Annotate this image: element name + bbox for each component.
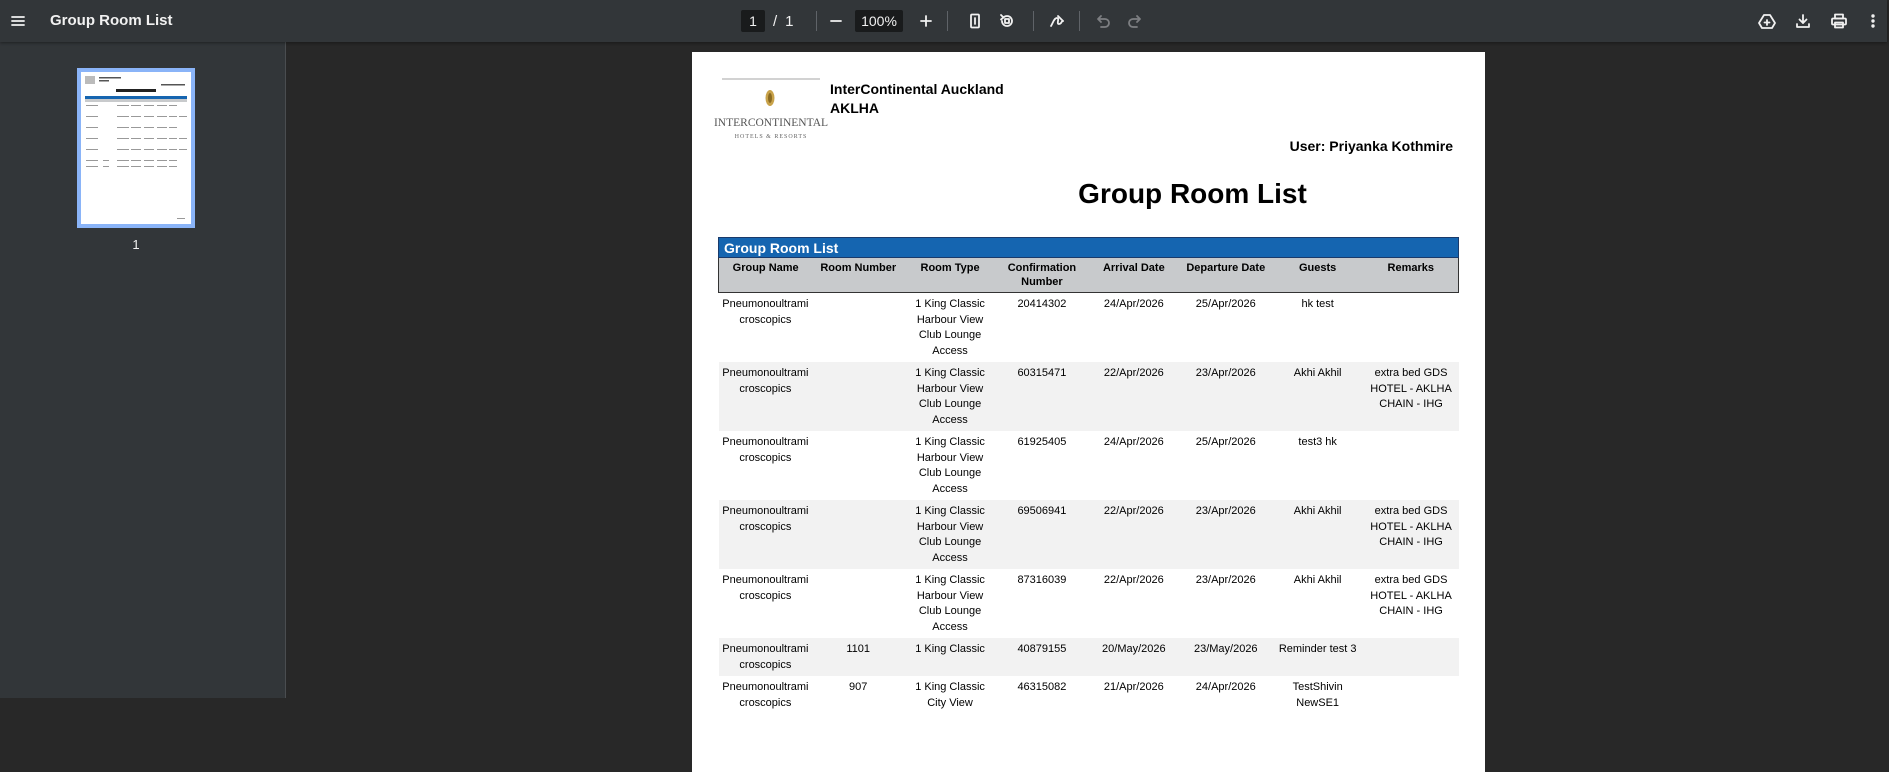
- room-number-cell: [812, 569, 904, 638]
- remarks-cell: [1364, 431, 1459, 500]
- pdf-toolbar: [0, 0, 1887, 42]
- room-type-cell: 1 King Classic Harbour View Club Lounge Access: [904, 362, 996, 431]
- pdf-page: [692, 52, 1485, 772]
- table-row: [719, 569, 1459, 638]
- departure-date-cell: 23/Apr/2026: [1180, 500, 1272, 569]
- room-number-cell: [812, 362, 904, 431]
- guests-cell: Akhi Akhil: [1272, 569, 1364, 638]
- table-row: [719, 362, 1459, 431]
- toolbar-divider: [1079, 11, 1080, 31]
- confirmation-cell: 60315471: [996, 362, 1088, 431]
- logo-tagline: HOTELS & RESORTS: [734, 134, 808, 140]
- more-options-icon[interactable]: [1857, 5, 1889, 37]
- rotate-icon[interactable]: [991, 5, 1023, 37]
- group-name-cell: Pneumonoultramicroscopics: [719, 638, 813, 676]
- confirmation-cell: 20414302: [996, 293, 1088, 363]
- group-room-table: [718, 237, 1459, 714]
- table-row: [719, 638, 1459, 676]
- confirmation-cell: 40879155: [996, 638, 1088, 676]
- group-name-cell: Pneumonoultramicroscopics: [719, 431, 813, 500]
- table-row: [719, 293, 1459, 363]
- download-icon[interactable]: [1787, 5, 1819, 37]
- arrival-date-cell: 24/Apr/2026: [1088, 431, 1180, 500]
- menu-icon[interactable]: [2, 5, 34, 37]
- thumbnail-page-number: 1: [132, 237, 140, 252]
- hotel-name: InterContinental Auckland: [830, 81, 1004, 97]
- toolbar-divider: [816, 11, 817, 31]
- column-header: Group Name: [719, 258, 813, 293]
- guests-cell: Reminder test 3: [1272, 638, 1364, 676]
- remarks-cell: [1364, 676, 1459, 714]
- table-row: [719, 431, 1459, 500]
- guests-cell: hk test: [1272, 293, 1364, 363]
- column-header: Remarks: [1364, 258, 1459, 293]
- page-number-input[interactable]: 1: [741, 10, 765, 32]
- room-type-cell: 1 King Classic City View: [904, 676, 996, 714]
- column-header: Room Number: [812, 258, 904, 293]
- room-number-cell: [812, 431, 904, 500]
- room-type-cell: 1 King Classic: [904, 638, 996, 676]
- zoom-in-icon[interactable]: [910, 5, 942, 37]
- page-thumbnail[interactable]: [77, 68, 195, 228]
- thumbnail-sidebar: [0, 42, 286, 698]
- room-number-cell: 1101: [812, 638, 904, 676]
- arrival-date-cell: 22/Apr/2026: [1088, 500, 1180, 569]
- column-header: Confirmation Number: [996, 258, 1088, 293]
- room-type-cell: 1 King Classic Harbour View Club Lounge Access: [904, 431, 996, 500]
- report-title: Group Room List: [1078, 178, 1307, 209]
- redo-icon[interactable]: [1119, 5, 1151, 37]
- room-type-cell: 1 King Classic Harbour View Club Lounge Access: [904, 569, 996, 638]
- remarks-cell: [1364, 638, 1459, 676]
- arrival-date-cell: 21/Apr/2026: [1088, 676, 1180, 714]
- group-name-cell: Pneumonoultramicroscopics: [719, 569, 813, 638]
- report-user: User: Priyanka Kothmire: [1289, 138, 1453, 154]
- remarks-cell: extra bed GDS HOTEL - AKLHA CHAIN - IHG: [1364, 500, 1459, 569]
- room-type-cell: 1 King Classic Harbour View Club Lounge Access: [904, 500, 996, 569]
- page-selector: [741, 10, 794, 32]
- room-number-cell: [812, 500, 904, 569]
- column-header: Departure Date: [1180, 258, 1272, 293]
- table-row: [719, 676, 1459, 714]
- remarks-cell: extra bed GDS HOTEL - AKLHA CHAIN - IHG: [1364, 362, 1459, 431]
- arrival-date-cell: 24/Apr/2026: [1088, 293, 1180, 363]
- room-number-cell: 907: [812, 676, 904, 714]
- thumbnail-preview: [81, 72, 191, 224]
- guests-cell: Akhi Akhil: [1272, 362, 1364, 431]
- guests-cell: Akhi Akhil: [1272, 500, 1364, 569]
- room-number-cell: [812, 293, 904, 363]
- column-header: Arrival Date: [1088, 258, 1180, 293]
- departure-date-cell: 25/Apr/2026: [1180, 293, 1272, 363]
- annotate-pen-icon[interactable]: [1041, 5, 1073, 37]
- page-total: 1: [785, 12, 794, 30]
- document-viewer[interactable]: [287, 42, 1887, 709]
- remarks-cell: [1364, 293, 1459, 363]
- guests-cell: test3 hk: [1272, 431, 1364, 500]
- hotel-code: AKLHA: [830, 100, 879, 116]
- column-header: Guests: [1272, 258, 1364, 293]
- fit-to-page-icon[interactable]: [959, 5, 991, 37]
- room-type-cell: 1 King Classic Harbour View Club Lounge Access: [904, 293, 996, 363]
- departure-date-cell: 23/May/2026: [1180, 638, 1272, 676]
- zoom-out-icon[interactable]: [820, 5, 852, 37]
- logo-wordmark: INTERCONTINENTAL: [713, 117, 829, 129]
- arrival-date-cell: 22/Apr/2026: [1088, 362, 1180, 431]
- hotel-header: [830, 80, 1004, 118]
- save-to-drive-icon[interactable]: [1751, 5, 1783, 37]
- departure-date-cell: 25/Apr/2026: [1180, 431, 1272, 500]
- undo-icon[interactable]: [1087, 5, 1119, 37]
- table-header-row: [719, 258, 1459, 293]
- toolbar-divider: [947, 11, 948, 31]
- confirmation-cell: 61925405: [996, 431, 1088, 500]
- remarks-cell: extra bed GDS HOTEL - AKLHA CHAIN - IHG: [1364, 569, 1459, 638]
- toolbar-divider: [1033, 11, 1034, 31]
- column-header: Room Type: [904, 258, 996, 293]
- intercontinental-logo: [713, 78, 829, 148]
- departure-date-cell: 23/Apr/2026: [1180, 569, 1272, 638]
- group-name-cell: Pneumonoultramicroscopics: [719, 500, 813, 569]
- confirmation-cell: 87316039: [996, 569, 1088, 638]
- departure-date-cell: 23/Apr/2026: [1180, 362, 1272, 431]
- print-icon[interactable]: [1823, 5, 1855, 37]
- arrival-date-cell: 22/Apr/2026: [1088, 569, 1180, 638]
- guests-cell: TestShivin NewSE1: [1272, 676, 1364, 714]
- group-name-cell: Pneumonoultramicroscopics: [719, 676, 813, 714]
- confirmation-cell: 46315082: [996, 676, 1088, 714]
- group-name-cell: Pneumonoultramicroscopics: [719, 362, 813, 431]
- confirmation-cell: 69506941: [996, 500, 1088, 569]
- departure-date-cell: 24/Apr/2026: [1180, 676, 1272, 714]
- document-title: Group Room List: [50, 12, 173, 29]
- zoom-level-input[interactable]: 100%: [855, 10, 903, 32]
- page-separator: /: [773, 12, 778, 30]
- table-band-title: Group Room List: [719, 238, 1459, 258]
- group-name-cell: Pneumonoultramicroscopics: [719, 293, 813, 363]
- table-row: [719, 500, 1459, 569]
- arrival-date-cell: 20/May/2026: [1088, 638, 1180, 676]
